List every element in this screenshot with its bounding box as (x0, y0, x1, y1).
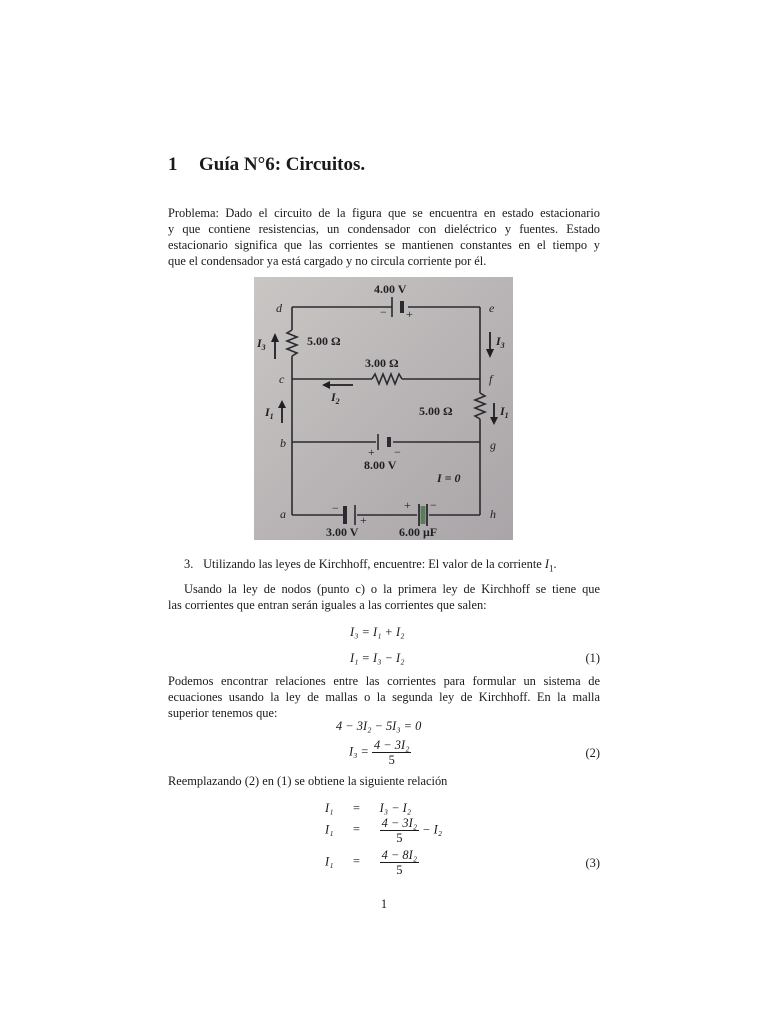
eq-mesh-text: 4 − 3I₂ − 5I₃ = 0 (336, 719, 422, 733)
eq-3-equals: = (353, 822, 361, 837)
nodes-paragraph (168, 581, 600, 613)
label-v-top: 4.00 V (374, 282, 407, 296)
item-label: 3. (184, 557, 194, 571)
equation-number-1: (1) (585, 651, 600, 665)
sign-minus-cap: − (430, 498, 437, 512)
mesh-line: ecuaciones usando la ley de mallas o la segunda ley de Kirchhoff. En la malla (168, 690, 600, 704)
eq-1-text: I₁ = I₃ − I₂ (350, 651, 405, 665)
node-g: g (490, 438, 496, 452)
eq-3-equals: = (353, 801, 361, 815)
sign-plus-cap: + (404, 498, 411, 512)
eq-2-numerator: 4 − 3I₂ (374, 738, 410, 752)
eq-3-fraction (380, 848, 419, 877)
label-v-mid: 8.00 V (364, 458, 397, 472)
equation-number-2: (2) (585, 746, 600, 760)
equation-1 (350, 651, 404, 666)
equation-number-3: (3) (585, 856, 600, 870)
eq-3-lhs: I₁ (325, 854, 334, 869)
label-r-right: 5.00 Ω (419, 404, 453, 418)
item-var: I (544, 557, 550, 571)
problem-line: estacionario significa que las corrientes se mantienen constantes en el tiempo y (168, 238, 600, 252)
mesh-line: superior tenemos que: (168, 706, 278, 720)
label-i1-left: $I_1$ (265, 405, 274, 421)
eq-3-rhs: I₃ − I₂ (379, 801, 412, 815)
equation-3-row (325, 848, 419, 877)
eq-3-tail: − I₂ (422, 822, 443, 837)
label-r-mid: 3.00 Ω (365, 356, 399, 370)
equation-2 (349, 738, 411, 767)
eq-2-denominator: 5 (388, 753, 395, 767)
equation-3-row (325, 816, 442, 845)
sign-plus-bottom: + (360, 513, 367, 527)
section-number: 1 (168, 154, 178, 175)
equation-3-row (325, 801, 411, 816)
label-i-zero: I = 0 (437, 471, 461, 485)
node-f: f (489, 372, 493, 386)
node-c: c (279, 372, 285, 386)
nodes-line: Usando la ley de nodos (punto c) o la primera ley de Kirchhoff se tiene que (184, 582, 600, 596)
problem-line: que el condensador ya está cargado y no circula corriente por él. (168, 254, 487, 268)
eq-3-equals: = (353, 854, 361, 869)
section-heading (168, 154, 365, 176)
problem-line: y que contiene resistencias, un condensador con dieléctrico y fuentes. Estado (168, 222, 600, 236)
replace-paragraph (168, 773, 600, 789)
label-i2: $I_2$ (331, 390, 340, 406)
eq-3-denominator: 5 (396, 863, 403, 877)
node-b: b (280, 436, 286, 450)
eq-3-denominator: 5 (396, 831, 403, 845)
label-i3-right: $I_3$ (496, 334, 505, 350)
item-sub: 1 (549, 563, 554, 574)
node-a: a (280, 507, 286, 521)
sign-minus-mid: − (394, 445, 401, 459)
circuit-diagram (254, 277, 513, 540)
node-d: d (276, 301, 282, 315)
label-cap: 6.00 μF (399, 525, 438, 539)
item-end: . (553, 557, 557, 571)
mesh-paragraph (168, 673, 600, 721)
item-text: Utilizando las leyes de Kirchhoff, encuentre: El valor de la corriente (203, 557, 545, 571)
mesh-line: Podemos encontrar relaciones entre las corrientes para formular un sistema de (168, 674, 600, 688)
label-r-left: 5.00 Ω (307, 334, 341, 348)
equation-kcl (350, 625, 404, 640)
label-i3-left: $I_3$ (257, 336, 266, 352)
section-title: Guía N°6: Circuitos. (199, 154, 366, 175)
equation-mesh (336, 719, 421, 734)
eq-3-lhs: I₁ (325, 801, 334, 815)
sign-minus-top: − (380, 305, 387, 319)
eq-3-lhs: I₁ (325, 822, 334, 837)
eq-2-lhs: I₃ = (349, 744, 369, 759)
node-h: h (490, 507, 496, 521)
eq-2-fraction (372, 738, 411, 767)
problem-line: Problema: Dado el circuito de la figura que se encuentra en estado estacionario (168, 206, 600, 220)
eq-3-fraction (380, 816, 419, 845)
label-i1-right: $I_1$ (500, 404, 509, 420)
circuit-figure (254, 277, 513, 540)
sign-plus-top: + (406, 307, 413, 321)
page-number: 1 (380, 897, 388, 911)
question-item-3 (184, 557, 557, 573)
eq-3-numerator: 4 − 3I₂ (381, 816, 418, 830)
replace-line: Reemplazando (2) en (1) se obtiene la siguiente relación (168, 774, 448, 788)
eq-3-numerator: 4 − 8I₂ (381, 848, 418, 862)
label-v-bottom: 3.00 V (326, 525, 359, 539)
sign-plus-mid: + (368, 445, 375, 459)
node-e: e (489, 301, 495, 315)
nodes-line: las corrientes que entran serán iguales a las corrientes que salen: (168, 598, 487, 612)
sign-minus-bottom: − (332, 501, 339, 515)
eq-kcl-text: I₃ = I₁ + I₂ (350, 625, 405, 639)
problem-statement (168, 205, 600, 269)
